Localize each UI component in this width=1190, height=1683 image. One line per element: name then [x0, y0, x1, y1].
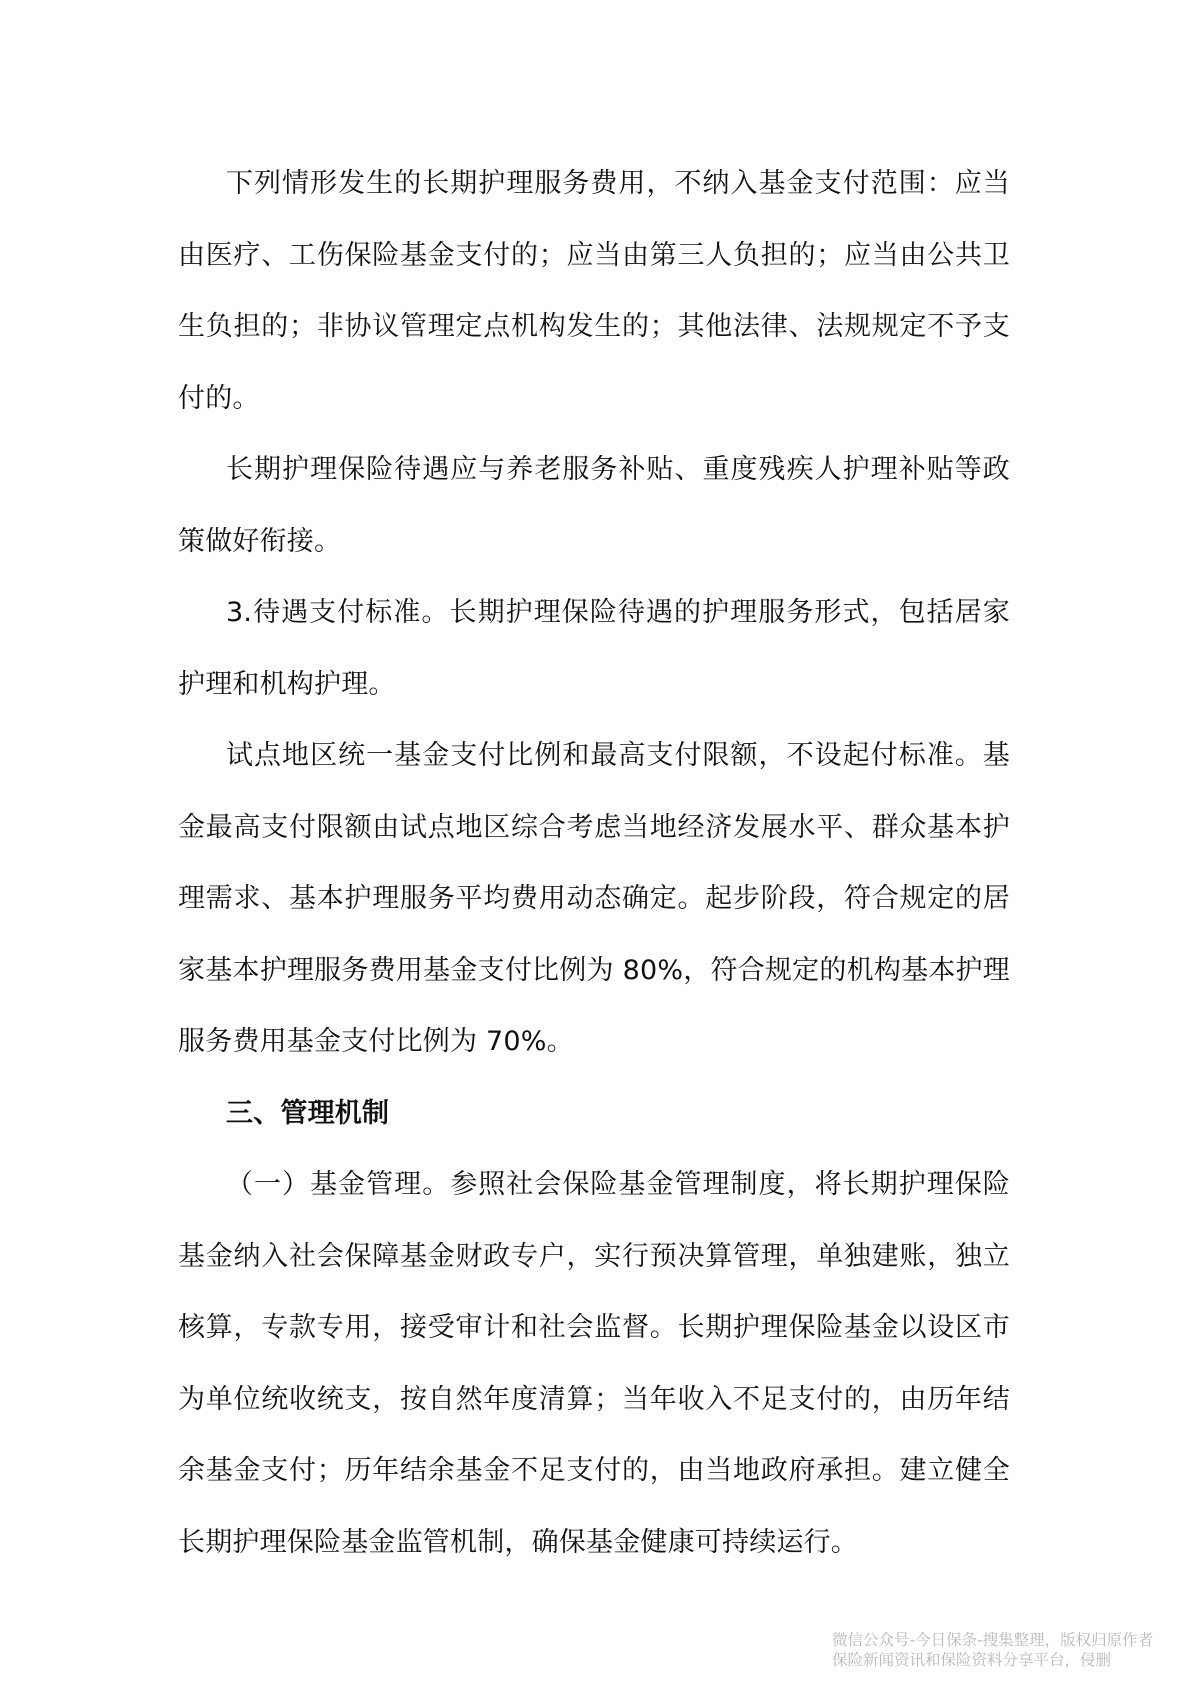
paragraph-benefit-coordination: 长期护理保险待遇应与养老服务补贴、重度残疾人护理补贴等政策做好衔接。 — [178, 454, 1010, 557]
paragraph-payment-ratio: 试点地区统一基金支付比例和最高支付限额，不设起付标准。基金最高支付限额由试点地区综合考虑当地经济发展水平、群众基本护理需求、基本护理服务平均费用动态确定。起步阶段，符合规定的居家基本护理服务费用基金支付比例为 80%，符合规定的机构基本护理服务费用基金支付比例为 70%。 — [178, 740, 1010, 1057]
watermark — [832, 1630, 1182, 1670]
paragraph-payment-standard: 3.待遇支付标准。长期护理保险待遇的护理服务形式，包括居家护理和机构护理。 — [178, 597, 1010, 700]
paragraph-fund-management: （一）基金管理。参照社会保险基金管理制度，将长期护理保险基金纳入社会保障基金财政专户，实行预决算管理，单独建账，独立核算，专款专用，接受审计和社会监督。长期护理保险基金以设区市为单位统收统支，按自然年度清算；当年收入不足支付的，由历年结余基金支付；历年结余基金不足支付的，由当地政府承担。建立健全长期护理保险基金监管机制，确保基金健康可持续运行。 — [178, 1169, 1010, 1558]
paragraph-excluded-expenses: 下列情形发生的长期护理服务费用，不纳入基金支付范围：应当由医疗、工伤保险基金支付的；应当由第三人负担的；应当由公共卫生负担的；非协议管理定点机构发生的；其他法律、法规规定不予支付的。 — [178, 168, 1010, 414]
section-heading-management: 三、管理机制 — [226, 1097, 390, 1129]
watermark-line-2: 保险新闻资讯和保险资料分享平台，侵删 — [832, 1651, 1112, 1669]
watermark-line-1: 微信公众号-今日保条-搜集整理，版权归原作者 — [832, 1631, 1154, 1649]
document-body — [178, 148, 1010, 1578]
